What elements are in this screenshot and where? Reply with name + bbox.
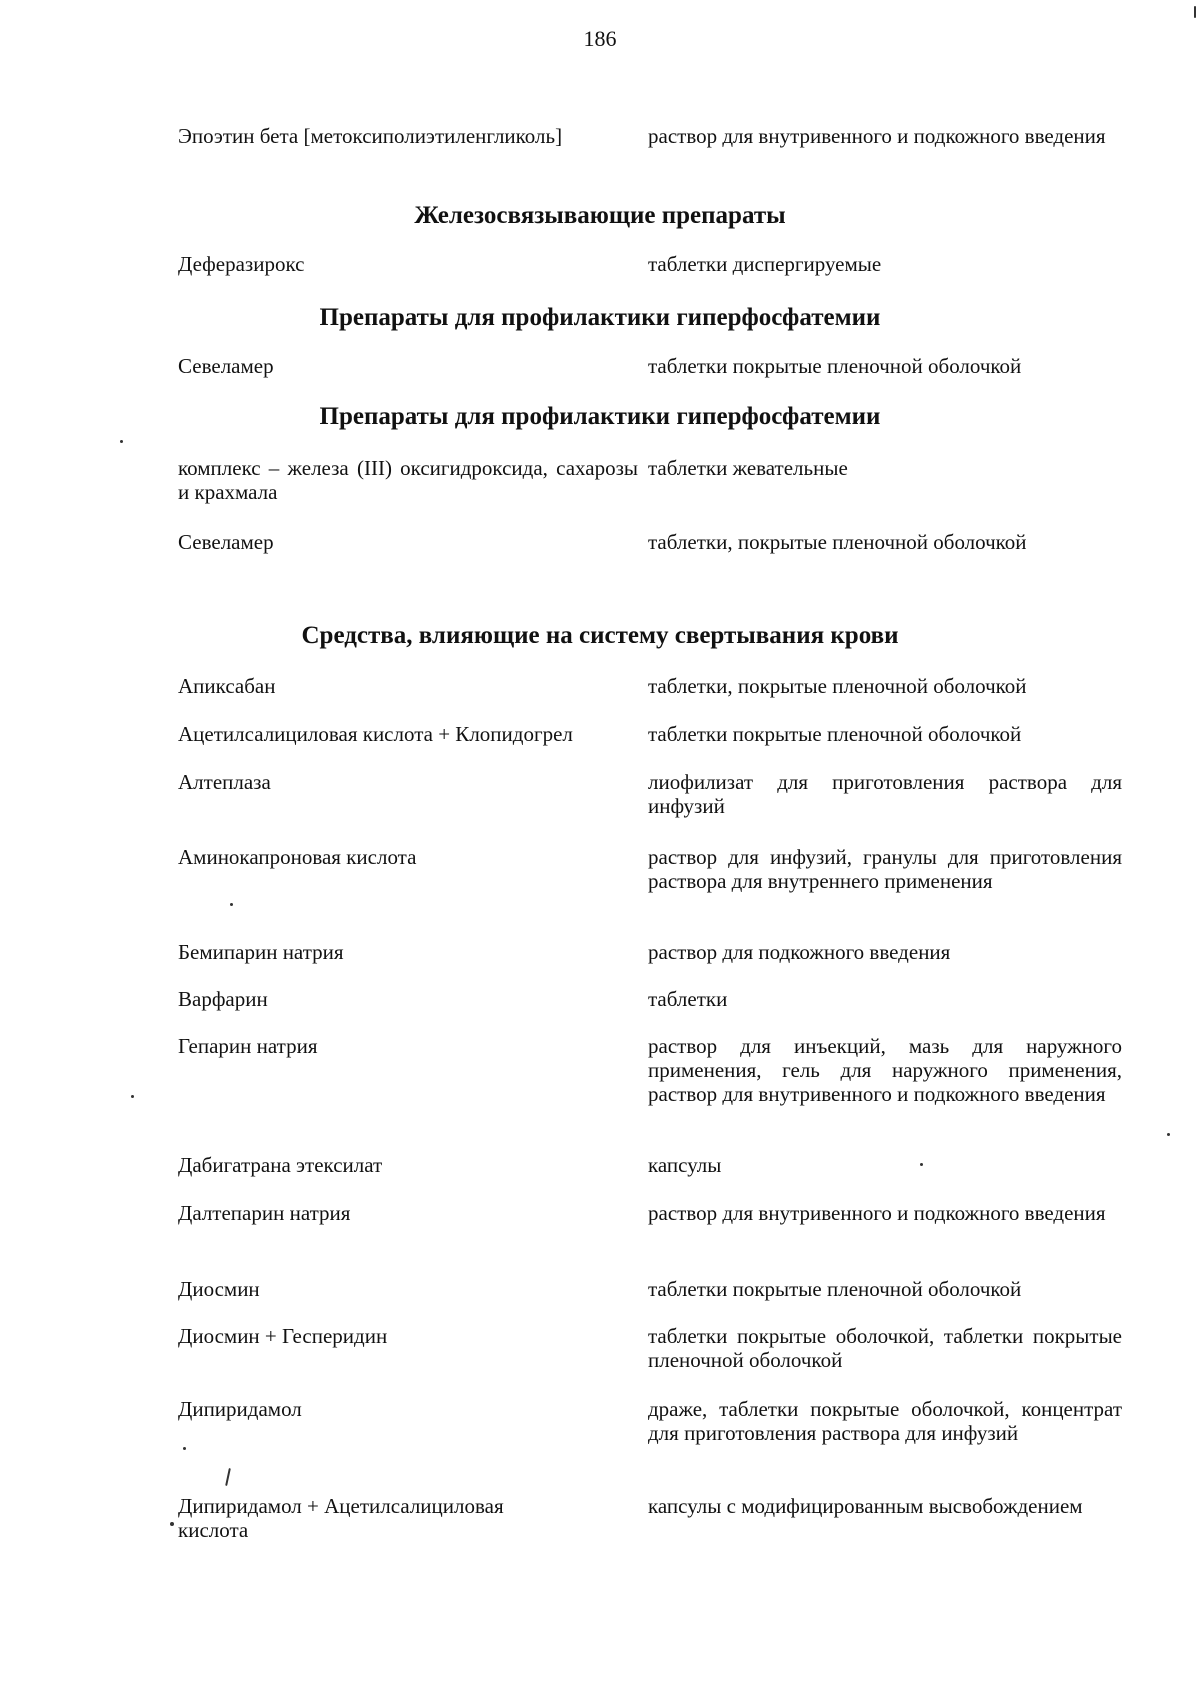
drug-form: раствор для внутривенного и подкожного введения — [648, 124, 1106, 148]
drug-name: Гепарин натрия — [178, 1034, 318, 1058]
drug-form: таблетки покрытые пленочной оболочкой — [648, 1277, 1022, 1301]
drug-name: Ацетилсалициловая кислота + Клопидогрел — [178, 722, 573, 746]
drug-form: раствор для внутривенного и подкожного введения — [648, 1201, 1106, 1225]
section-heading: Средства, влияющие на систему свертывания крови — [301, 622, 899, 649]
drug-name: Эпоэтин бета [метоксиполиэтиленгликоль] — [178, 124, 563, 148]
scan-speck — [225, 1468, 231, 1486]
drug-name: Диосмин — [178, 1277, 260, 1301]
drug-form: капсулы — [648, 1153, 722, 1177]
drug-name: Алтеплаза — [178, 770, 271, 794]
drug-name: Диосмин + Гесперидин — [178, 1324, 388, 1348]
drug-form: таблетки диспергируемые — [648, 252, 882, 276]
scan-speck — [230, 903, 233, 906]
drug-form: раствор для инфузий, гранулы для приготовления раствора для внутреннего применения — [648, 845, 1122, 893]
drug-form: лиофилизат для приготовления раствора для инфузий — [648, 770, 1122, 818]
drug-form: таблетки, покрытые пленочной оболочкой — [648, 530, 1027, 554]
drug-name: Дипиридамол — [178, 1397, 302, 1421]
scan-speck — [1194, 6, 1196, 18]
drug-name: Дипиридамол + Ацетилсалициловая кислота — [178, 1494, 504, 1542]
drug-name: Варфарин — [178, 987, 268, 1011]
drug-form: таблетки жевательные — [648, 456, 848, 480]
drug-name: Далтепарин натрия — [178, 1201, 351, 1225]
drug-name: комплекс – железа (III) оксигидроксида, сахарозы и крахмала — [178, 456, 638, 504]
drug-name: Бемипарин натрия — [178, 940, 344, 964]
drug-name: Аминокапроновая кислота — [178, 845, 417, 869]
scan-speck — [1167, 1133, 1170, 1136]
drug-form: драже, таблетки покрытые оболочкой, концентрат для приготовления раствора для инфузий — [648, 1397, 1122, 1445]
scan-speck — [170, 1522, 174, 1526]
scan-speck — [120, 440, 123, 443]
drug-form: таблетки покрытые пленочной оболочкой — [648, 722, 1022, 746]
drug-name: Севеламер — [178, 530, 274, 554]
section-heading: Препараты для профилактики гиперфосфатемии — [319, 304, 881, 331]
drug-name: Апиксабан — [178, 674, 276, 698]
drug-name: Дабигатрана этексилат — [178, 1153, 383, 1177]
section-heading: Железосвязывающие препараты — [414, 202, 786, 229]
drug-form: раствор для инъекций, мазь для наружного применения, гель для наружного применения, раствор для внутривенного и подкожного введения — [648, 1034, 1122, 1106]
drug-form: таблетки, покрытые пленочной оболочкой — [648, 674, 1027, 698]
drug-name: Севеламер — [178, 354, 274, 378]
drug-form: таблетки — [648, 987, 728, 1011]
scan-speck — [183, 1447, 186, 1450]
drug-name: Деферазирокс — [178, 252, 305, 276]
scan-speck — [920, 1163, 923, 1166]
drug-form: раствор для подкожного введения — [648, 940, 951, 964]
page-number: 186 — [583, 26, 617, 51]
drug-form: таблетки покрытые оболочкой, таблетки покрытые пленочной оболочкой — [648, 1324, 1122, 1372]
drug-form: таблетки покрытые пленочной оболочкой — [648, 354, 1022, 378]
section-heading: Препараты для профилактики гиперфосфатемии — [319, 403, 881, 430]
drug-form: капсулы с модифицированным высвобождением — [648, 1494, 1083, 1518]
scan-speck — [131, 1095, 134, 1098]
